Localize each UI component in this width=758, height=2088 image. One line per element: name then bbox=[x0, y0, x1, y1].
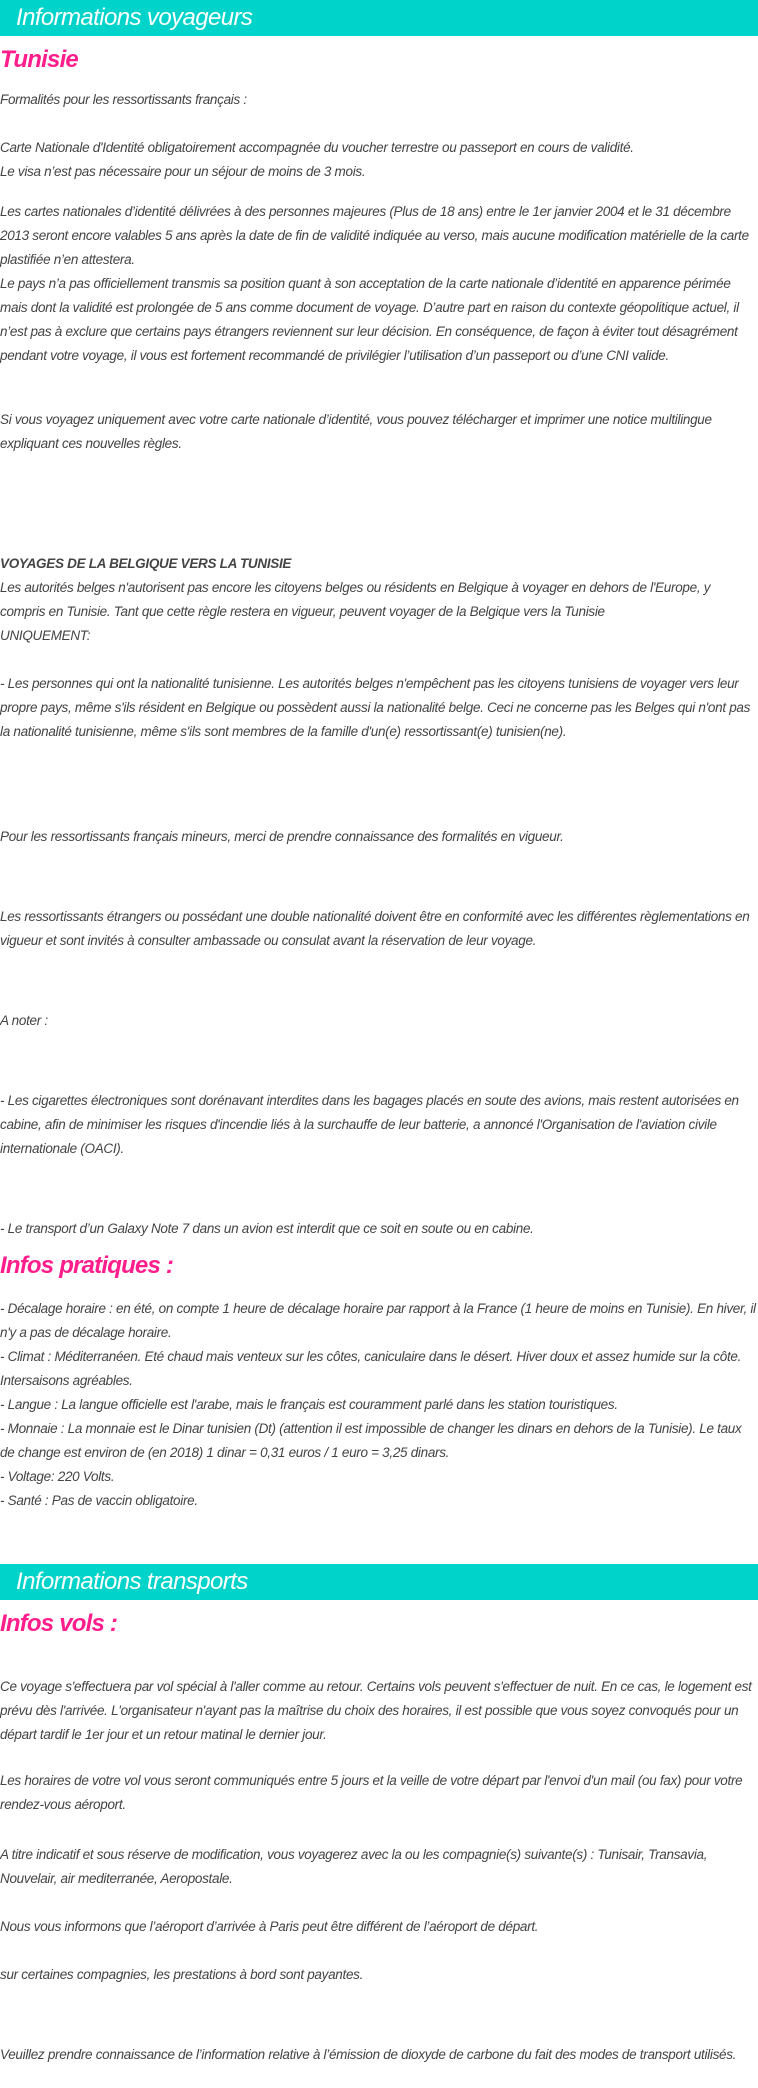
tunisian-nationals-paragraph: - Les personnes qui ont la nationalité tunisienne. Les autorités belges n'empêchent pas les citoyens tunisiens de voyager vers leur propre pays, même s'ils résident en Belgique ou possèdent aussi la nationalité belge. Ceci ne concerne pas les Belges qui n'ont pas la nationalité tunisienne, même s'ils sont membres de la famille d'un(e) ressortissant(e) tunisien(ne). bbox=[0, 676, 751, 739]
airport-paragraph: Nous vous informons que l’aéroport d’arrivée à Paris peut être différent de l’aéroport de départ. bbox=[0, 1919, 539, 1934]
belgium-text: Les autorités belges n'autorisent pas encore les citoyens belges ou résidents en Belgique à voyager en dehors de l'Europe, y compris en Tunisie. Tant que cette règle restera en vigueur, peuvent voyager de la Belgique vers la Tunisie bbox=[0, 580, 711, 619]
schedule-paragraph: Les horaires de votre vol vous seront communiqués entre 5 jours et la veille de votre départ par l'envoi d'un mail (ou fax) pour votre rendez-vous aéroport. bbox=[0, 1773, 743, 1812]
id-card-validity-paragraph: Les cartes nationales d’identité délivrées à des personnes majeures (Plus de 18 ans) entre le 1er janvier 2004 et le 31 décembre 2013 seront encore valables 5 ans après la date de fin de validité indiquée au verso, mais aucune modification matérielle de la carte plastifiée n’en attestera. bbox=[0, 204, 749, 267]
galaxy-note-paragraph: - Le transport d’un Galaxy Note 7 dans un avion est interdit que ce soit en soute ou en cabine. bbox=[0, 1221, 534, 1236]
onboard-services-paragraph: sur certaines compagnies, les prestations à bord sont payantes. bbox=[0, 1967, 364, 1982]
flight-info-heading: Infos vols : bbox=[0, 1610, 118, 1637]
country-position-paragraph: Le pays n’a pas officiellement transmis sa position quant à son acceptation de la carte nationale d’identité en apparence périmée mais dont la validité est prolongée de 5 ans comme document de voyage. D’autre part en raison du contexte géopolitique actuel, il n’est pas à exclure que certains pays étrangers reviennent sur leur décision. En conséquence, de façon à éviter tout désagrément pendant votre voyage, il vous est fortement recommandé de privilégier l’utilisation d’un passeport ou d’une CNI valide. bbox=[0, 276, 739, 363]
co2-paragraph: Veuillez prendre connaissance de l’information relative à l’émission de dioxyde de carbone du fait des modes de transport utilisés. bbox=[0, 2047, 737, 2062]
ecigarettes-paragraph: - Les cigarettes électroniques sont dorénavant interdites dans les bagages placés en soute des avions, mais restent autorisées en cabine, afin de minimiser les risques d'incendie liés à la surchauffe de leur batterie, a annoncé l'Organisation de l'aviation civile internationale (OACI). bbox=[0, 1093, 739, 1156]
practical-info-heading: Infos pratiques : bbox=[0, 1252, 174, 1279]
belgium-title: VOYAGES DE LA BELGIQUE VERS LA TUNISIE bbox=[0, 556, 292, 571]
belgium-paragraph bbox=[0, 552, 758, 648]
country-heading: Tunisie bbox=[0, 46, 78, 73]
special-flight-paragraph: Ce voyage s'effectuera par vol spécial à l'aller comme au retour. Certains vols peuvent s'effectuer de nuit. En ce cas, le logement est prévu dès l'arrivée. L'organisateur n'ayant pas la maîtrise du choix des horaires, il est possible que vous soyez convoqués pour un départ tardif le 1er jour et un retour matinal le dernier jour. bbox=[0, 1679, 752, 1742]
foreigners-paragraph: Les ressortissants étrangers ou possédant une double nationalité doivent être en conformité avec les différentes règlementations en vigueur et sont invités à consulter ambassade ou consulat avant la réservation de leur voyage. bbox=[0, 909, 750, 948]
practical-info-item: - Voltage: 220 Volts. bbox=[0, 1469, 115, 1484]
practical-info-item: - Langue : La langue officielle est l'arabe, mais le français est couramment parlé dans les station touristiques. bbox=[0, 1397, 618, 1412]
visa-text: Le visa n’est pas nécessaire pour un séjour de moins de 3 mois. bbox=[0, 164, 366, 179]
practical-info-item: - Climat : Méditerranéen. Eté chaud mais venteux sur les côtes, caniculaire dans le désert. Hiver doux et assez humide sur la côte. Intersaisons agréables. bbox=[0, 1349, 742, 1388]
practical-info-item: - Décalage horaire : en été, on compte 1 heure de décalage horaire par rapport à la France (1 heure de moins en Tunisie). En hiver, il n'y a pas de décalage horaire. bbox=[0, 1301, 756, 1340]
notice-paragraph: Si vous voyagez uniquement avec votre carte nationale d’identité, vous pouvez télécharger et imprimer une notice multilingue expliquant ces nouvelles règles. bbox=[0, 412, 712, 451]
section-title: Informations transports bbox=[16, 1568, 248, 1595]
practical-info-item: - Monnaie : La monnaie est le Dinar tunisien (Dt) (attention il est impossible de changer les dinars en dehors de la Tunisie). Le taux de change est environ de (en 2018) 1 dinar = 0,31 euros / 1 euro = 3,25 dinars. bbox=[0, 1421, 742, 1460]
section-header-voyageurs bbox=[0, 0, 758, 36]
practical-info-list bbox=[0, 1297, 758, 1513]
practical-info-item: - Santé : Pas de vaccin obligatoire. bbox=[0, 1493, 198, 1508]
formalites-label: Formalités pour les ressortissants français : bbox=[0, 92, 247, 107]
id-card-paragraph bbox=[0, 136, 758, 184]
belgium-only: UNIQUEMENT: bbox=[0, 628, 91, 643]
airlines-paragraph: A titre indicatif et sous réserve de modification, vous voyagerez avec la ou les compagnie(s) suivante(s) : Tunisair, Transavia, Nouvelair, air mediterranée, Aeropostale. bbox=[0, 1847, 708, 1886]
section-header-transports bbox=[0, 1564, 758, 1600]
section-title: Informations voyageurs bbox=[16, 4, 253, 31]
note-label: A noter : bbox=[0, 1013, 48, 1028]
id-card-text: Carte Nationale d'Identité obligatoirement accompagnée du voucher terrestre ou passeport en cours de validité. bbox=[0, 140, 634, 155]
minors-paragraph: Pour les ressortissants français mineurs, merci de prendre connaissance des formalités en vigueur. bbox=[0, 829, 564, 844]
